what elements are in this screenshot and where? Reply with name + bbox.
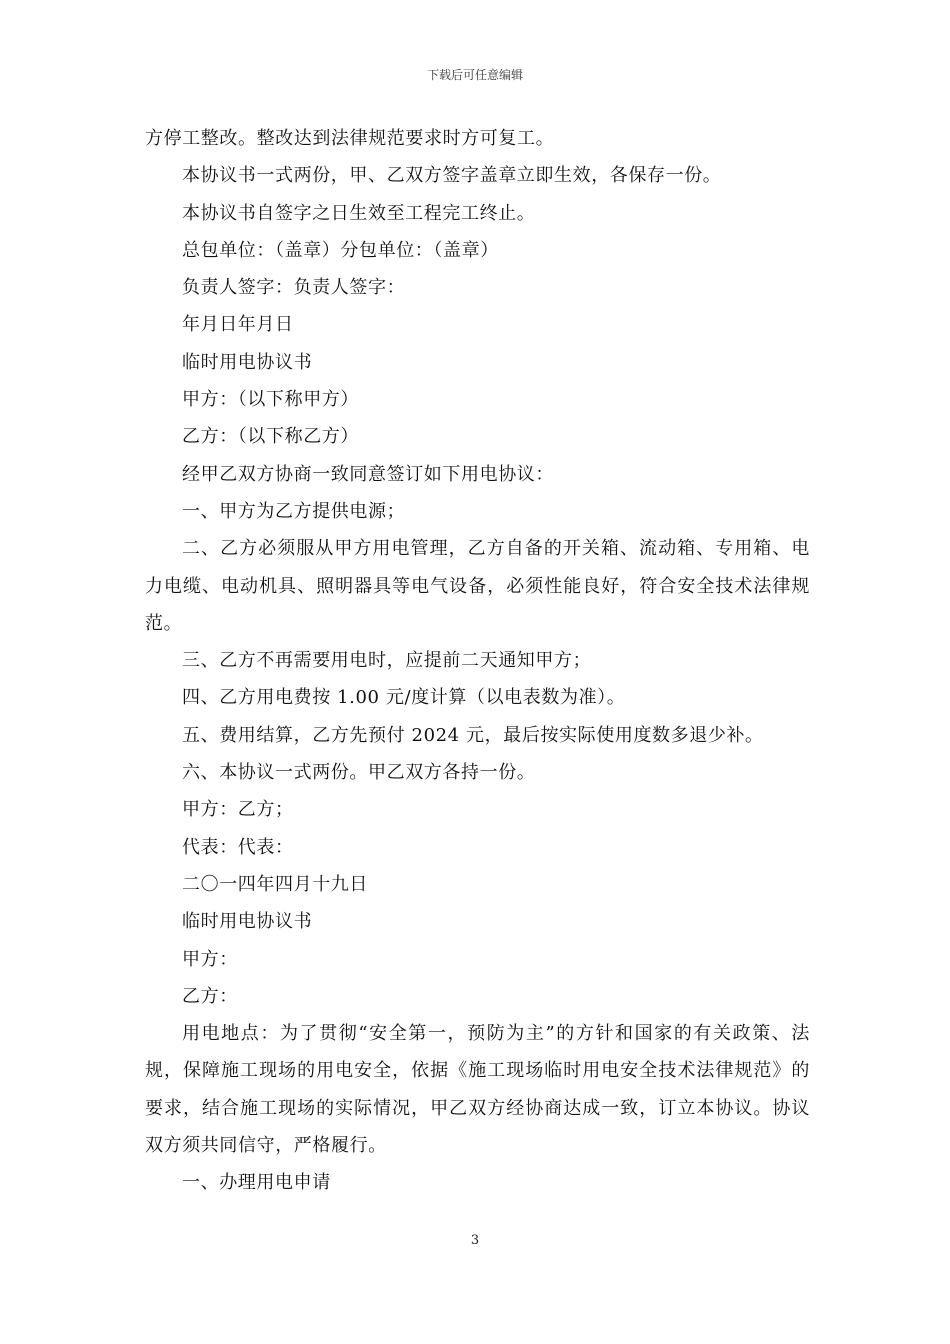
paragraph: 本协议书自签字之日生效至工程完工终止。 [182, 202, 536, 224]
page-footer [0, 1233, 950, 1249]
paragraph-continuation: 方停工整改。整改达到法律规范要求时方可复工。 [145, 128, 555, 149]
section-title: 临时用电协议书 [182, 911, 313, 933]
paragraph: 本协议书一式两份，甲、乙双方签字盖章立即生效，各保存一份。 [182, 165, 722, 187]
document-body [145, 120, 810, 1202]
clause-item: 六、本协议一式两份。甲乙双方各持一份。 [182, 762, 536, 784]
signature-parties-line: 甲方：乙方； [182, 799, 294, 821]
clause-item: 五、费用结算，乙方先预付 2024 元，最后按实际使用度数多退少补。 [182, 724, 764, 746]
clause-heading: 一、办理用电申请 [182, 1172, 331, 1194]
party-a-line: 甲方：（以下称甲方） [182, 389, 359, 411]
header-note: 下载后可任意编辑 [426, 68, 523, 82]
clause-item: 三、乙方不再需要用电时，应提前二天通知甲方； [182, 650, 592, 672]
agreement-date: 二〇一四年四月十九日 [182, 873, 368, 895]
party-b-line: 乙方：（以下称乙方） [182, 426, 359, 448]
party-b-line: 乙方： [182, 985, 238, 1007]
page-header [0, 67, 950, 83]
signature-representatives-line: 代表：代表： [182, 836, 294, 858]
clause-item: 四、乙方用电费按 1.00 元/度计算（以电表数为准）。 [182, 687, 626, 709]
paragraph: 经甲乙双方协商一致同意签订如下用电协议： [182, 463, 554, 485]
section-title: 临时用电协议书 [182, 351, 313, 373]
party-a-line: 甲方： [182, 948, 238, 970]
clause-item: 一、甲方为乙方提供电源； [182, 500, 406, 522]
paragraph: 用电地点：为了贯彻“安全第一，预防为主”的方针和国家的有关政策、法规，保障施工现场的用电安全，依据《施工现场临时用电安全技术法律规范》的要求，结合施工现场的实际情况，甲乙双方经协商达成一致，订立本协议。协议双方须共同信守，严格履行。 [145, 1023, 810, 1157]
page-number: 3 [470, 1233, 480, 1248]
clause-item: 二、乙方必须服从甲方用电管理，乙方自备的开关箱、流动箱、专用箱、电力电缆、电动机具、照明器具等电气设备，必须性能良好，符合安全技术法律规范。 [145, 538, 810, 634]
signature-date-line: 年月日年月日 [182, 314, 294, 336]
signature-person-line: 负责人签字：负责人签字： [182, 277, 406, 299]
signature-units-line: 总包单位：（盖章）分包单位：（盖章） [182, 239, 499, 261]
